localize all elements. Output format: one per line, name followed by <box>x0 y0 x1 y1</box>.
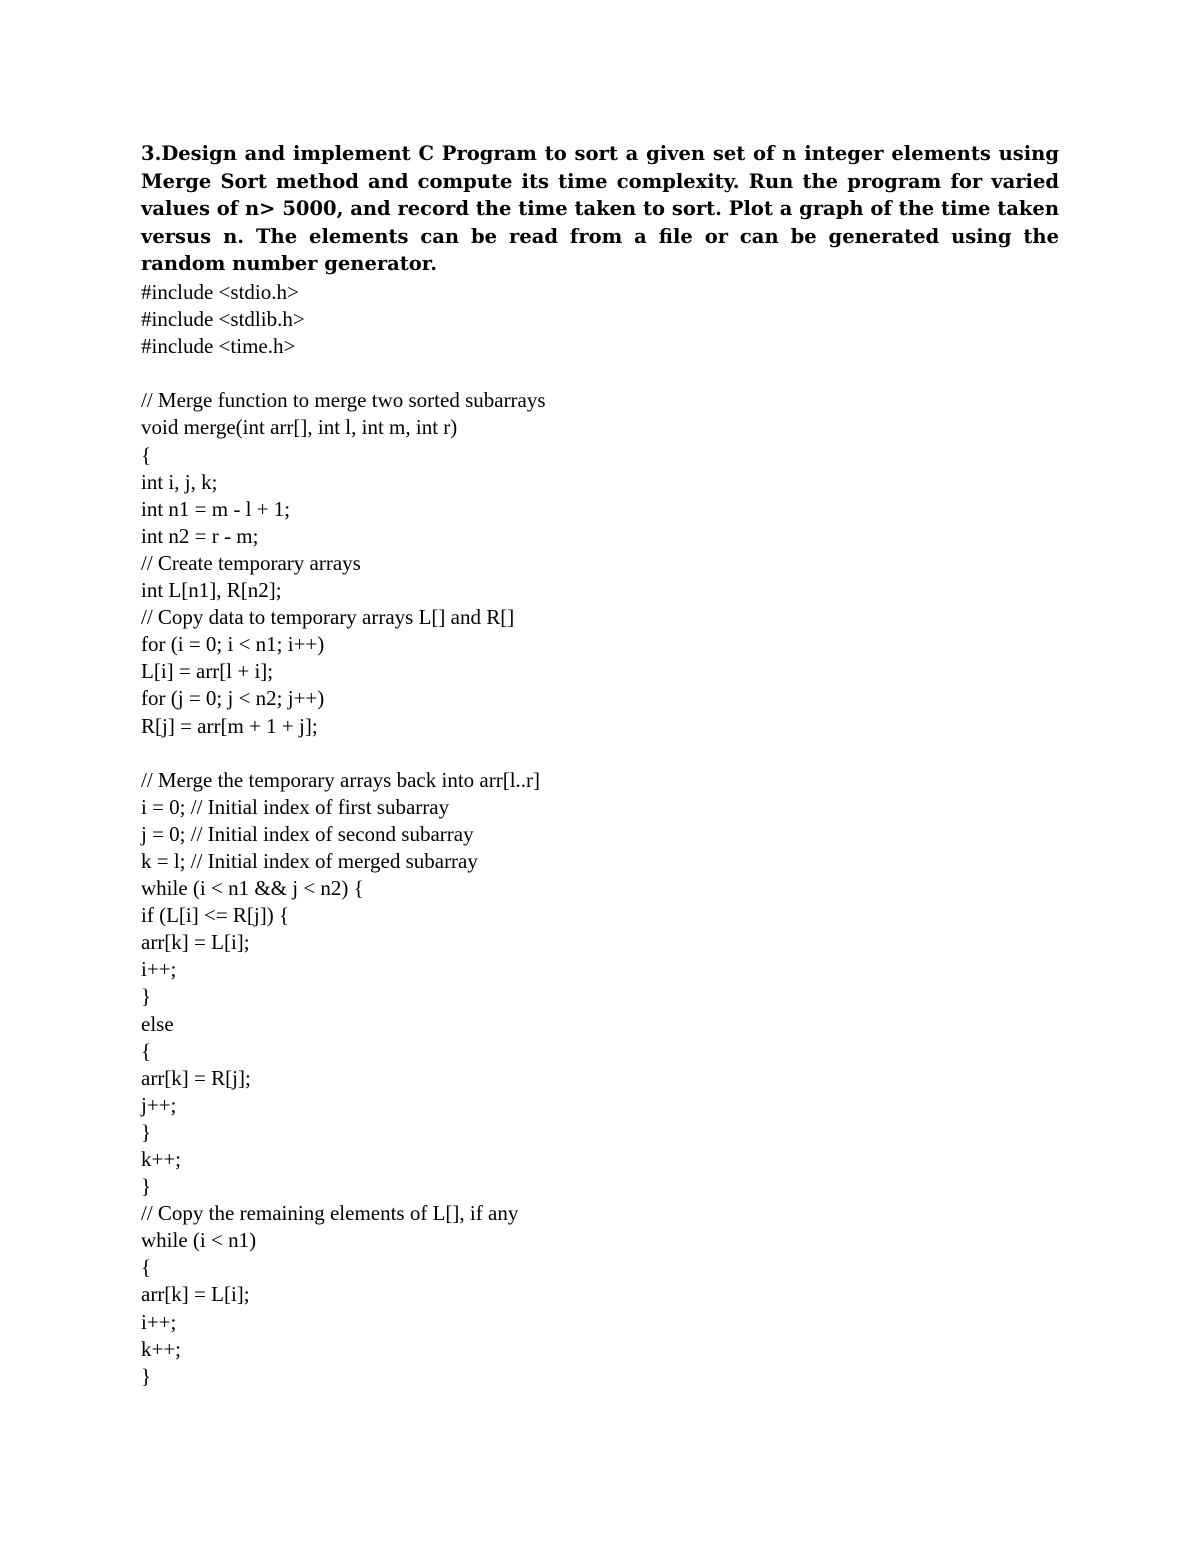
code-line: // Merge function to merge two sorted subarrays <box>141 388 546 413</box>
code-line: L[i] = arr[l + i]; <box>141 659 274 684</box>
code-line: k = l; // Initial index of merged subarray <box>141 848 478 873</box>
code-line: // Merge the temporary arrays back into arr[l..r] <box>141 767 541 792</box>
code-line: { <box>141 1255 152 1280</box>
code-block <box>141 279 1059 1390</box>
code-line: else <box>141 1011 174 1036</box>
code-line: } <box>141 1119 152 1144</box>
code-line: arr[k] = R[j]; <box>141 1065 251 1090</box>
code-line: void merge(int arr[], int l, int m, int r) <box>141 415 458 440</box>
code-line: for (i = 0; i < n1; i++) <box>141 632 325 657</box>
code-line: #include <stdio.h> <box>141 280 299 304</box>
code-line: { <box>141 442 152 467</box>
code-line: while (i < n1) <box>141 1228 257 1253</box>
code-line: i++; <box>141 957 177 982</box>
code-line: R[j] = arr[m + 1 + j]; <box>141 713 318 738</box>
code-line: #include <stdlib.h> <box>141 307 305 332</box>
code-line: { <box>141 1038 152 1063</box>
code-line: #include <time.h> <box>141 334 296 359</box>
code-line: } <box>141 1363 152 1388</box>
code-line: } <box>141 1174 152 1199</box>
code-line: } <box>141 984 152 1009</box>
code-line: int n1 = m - l + 1; <box>141 496 291 521</box>
code-line: i++; <box>141 1309 177 1334</box>
code-line: i = 0; // Initial index of first subarray <box>141 794 450 819</box>
code-line: arr[k] = L[i]; <box>141 1282 250 1307</box>
code-line: int L[n1], R[n2]; <box>141 578 282 603</box>
code-line: // Copy the remaining elements of L[], if any <box>141 1201 519 1226</box>
code-line: int i, j, k; <box>141 469 218 494</box>
code-line: while (i < n1 && j < n2) { <box>141 876 364 901</box>
code-line <box>141 360 1059 387</box>
code-line: // Copy data to temporary arrays L[] and R[] <box>141 605 515 630</box>
code-line: j = 0; // Initial index of second subarray <box>141 821 474 846</box>
code-line <box>141 740 1059 767</box>
code-line: k++; <box>141 1336 182 1361</box>
code-line: k++; <box>141 1147 182 1171</box>
code-line: // Create temporary arrays <box>141 550 361 575</box>
code-line: for (j = 0; j < n2; j++) <box>141 686 325 711</box>
code-line: int n2 = r - m; <box>141 523 259 548</box>
question-text: 3.Design and implement C Program to sort a given set of n integer elements using Merge Sort method and compute its time complexity. Run the program for varied values of n> 5000, and record the time taken to sort. Plot a graph of the time taken versus n. The elements can be read from a file or can be generated using the random number generator. <box>141 142 1059 275</box>
code-line: if (L[i] <= R[j]) { <box>141 903 290 928</box>
code-line: j++; <box>141 1092 177 1117</box>
code-line: arr[k] = L[i]; <box>141 930 250 955</box>
